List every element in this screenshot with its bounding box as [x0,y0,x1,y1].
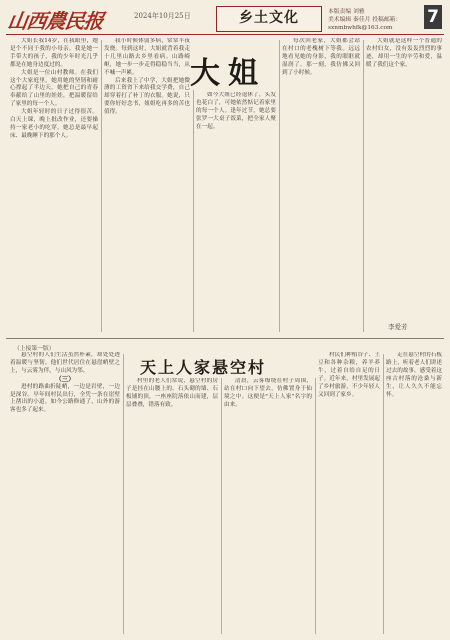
article-column [126,378,218,636]
article-column [386,352,442,636]
newspaper-logo: 山西農民报 [6,9,105,33]
paragraph: 村民们种植谷子、土豆和各种杂粮，养羊养牛，过着自给自足的日子。近年来，村里发展起了乡村旅游，不少年轻人又回到了家乡。 [318,352,380,398]
masthead [6,4,444,35]
paragraph: 我小时候体弱多病，常常半夜发烧。每到这时，大姐就背着我走十几里山路去乡里看病。山路崎岖，她一步一步走得稳稳当当，从不喊一声累。 [104,38,190,76]
article-author: 李爱芳 [388,323,408,331]
column-rule [123,354,124,634]
paragraph: 大姐是一位山村教师。在我们这个大家庭里，她用她的坚韧和耐心撑起了半边天。她把自己的青春奉献给了山里的娃娃，把温暖留给了家里的每一个人。 [10,69,98,108]
paragraph: 大姐长我14岁，在我眼里，她是个不同于我的小母亲。我是她一手带大的孩子，我的少年时光几乎都是在她身边度过的。 [10,38,98,68]
paragraph: 村里的老人们常说，悬空村的房子是挂在山腰上的。石头砌的墙、石板铺的顶，一座座院落依山而建，层层叠叠，错落有致。 [126,378,218,408]
article-column [318,352,380,636]
article-column [282,38,360,334]
section-tag [216,6,322,32]
column-rule [383,354,384,634]
article-column [10,38,98,334]
article-headline: 大姐 [190,56,266,91]
editor-info [328,8,430,32]
page-number: 7 [424,5,442,29]
column-rule [363,40,364,332]
article-column [196,92,276,334]
paragraph: 清晨，云雾缭绕在村子周围，站在村口向下望去，仿佛置身于仙境之中。这便是"天上人家"名字的由来。 [224,378,312,408]
article-column [10,352,120,636]
paragraph: 后来我上了中学，大姐把她微薄的工资省下来给我交学费，自己却穿着打了补丁的衣服。她说，只要你好好念书，姐姐吃再多的苦也值得。 [104,77,190,116]
issue-date: 2024年10月25日 [134,12,191,20]
column-rule [279,40,280,332]
paragraph: 悬空村的人们生活虽然朴素，却处处透着温暖与坚韧。他们世代居住在悬崖峭壁之上，与云雾为伴，与山风为邻。 [10,352,120,374]
article-column [104,38,190,334]
paragraph: 进村的路曲折陡峭，一边是岩壁，一边是深谷。早年间村民出行，全凭一条在崖壁上凿出的小道。如今公路修通了，山外的游客也多了起来。 [10,383,120,414]
column-rule [193,90,194,332]
paragraph: 如今大姐已经退休了，头发也花白了，可她依然惦记着家里的每一个人。逢年过节，她总要张罗一大桌子饭菜，把全家人聚在一起。 [196,92,276,130]
article-column [366,38,442,318]
chapter-heading: （三） [55,374,75,383]
paragraph: 走在悬空村的石板路上，听着老人们讲述过去的故事，感受着这座古村落的沧桑与新生，让人久久不能忘怀。 [386,352,442,398]
editor-line-2: 美术编辑 秦佳月 投稿邮箱：sxnmbwhfk@163.com [328,17,402,31]
column-rule [315,378,316,634]
section-title: 乡土文化 [239,10,299,26]
series-tag: （上接第一版） [14,346,55,352]
section-divider [6,338,444,339]
paragraph: 每次回老家，大姐都会站在村口的老槐树下等我。远远地看见她的身影，我的眼眶就湿润了。那一刻，我仿佛又回到了小时候。 [282,38,360,76]
column-rule [221,378,222,634]
article-headline: 天上人家悬空村 [140,358,267,377]
paragraph: 大姐就是这样一个普通的农村妇女，没有轰轰烈烈的事迹，却用一生的辛劳和爱，温暖了我们这个家。 [366,38,442,68]
paragraph: 大姐年轻时的日子过得很苦。白天上课，晚上批改作业，还要操持一家老小的吃穿。她总是最早起床、最晚睡下的那个人。 [10,109,98,139]
article-column [224,378,312,636]
column-rule [101,40,102,332]
editor-line-1: 本版责编 刘雅 [328,9,365,15]
